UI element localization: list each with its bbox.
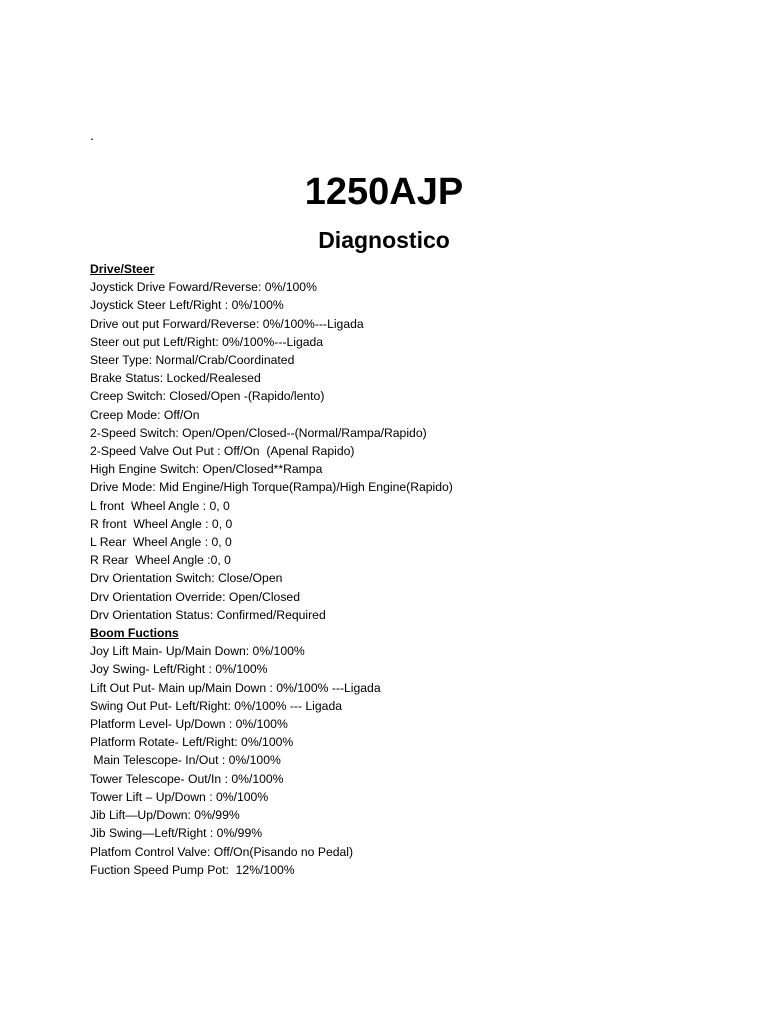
- list-item: R front Wheel Angle : 0, 0: [90, 516, 233, 531]
- list-item: Drive out put Forward/Reverse: 0%/100%---Ligada: [90, 316, 364, 331]
- list-item: Steer out put Left/Right: 0%/100%---Ligada: [90, 334, 324, 349]
- diagnostics-content: [90, 260, 730, 879]
- list-item: Tower Telescope- Out/In : 0%/100%: [90, 771, 284, 786]
- list-item: Platform Level- Up/Down : 0%/100%: [90, 717, 288, 732]
- list-item: Brake Status: Locked/Realesed: [90, 371, 261, 386]
- list-item: Jib Swing—Left/Right : 0%/99%: [90, 826, 263, 841]
- list-item: 2-Speed Valve Out Put : Off/On (Apenal Rapido): [90, 444, 355, 459]
- list-item: Drv Orientation Switch: Close/Open: [90, 571, 283, 586]
- list-item: L front Wheel Angle : 0, 0: [90, 498, 230, 513]
- list-item: R Rear Wheel Angle :0, 0: [90, 553, 231, 568]
- list-item: Joystick Drive Foward/Reverse: 0%/100%: [90, 280, 317, 295]
- list-item: L Rear Wheel Angle : 0, 0: [90, 535, 232, 550]
- list-item: Drv Orientation Override: Open/Closed: [90, 589, 300, 604]
- list-item: Platform Rotate- Left/Right: 0%/100%: [90, 735, 294, 750]
- section-heading-drive-steer: Drive/Steer: [90, 262, 155, 276]
- page-subtitle: Diagnostico: [318, 227, 450, 253]
- page-title: 1250AJP: [304, 171, 464, 213]
- list-item: Steer Type: Normal/Crab/Coordinated: [90, 353, 295, 368]
- list-item: Tower Lift – Up/Down : 0%/100%: [90, 789, 269, 804]
- list-item: Creep Switch: Closed/Open -(Rapido/lento): [90, 389, 325, 404]
- list-item: Joy Lift Main- Up/Main Down: 0%/100%: [90, 644, 305, 659]
- stray-dot: .: [90, 127, 94, 143]
- list-item: Main Telescope- In/Out : 0%/100%: [90, 753, 281, 768]
- list-item: 2-Speed Switch: Open/Open/Closed--(Normal/Rampa/Rapido): [90, 425, 427, 440]
- list-item: Drv Orientation Status: Confirmed/Required: [90, 607, 326, 622]
- list-item: Lift Out Put- Main up/Main Down : 0%/100% ---Ligada: [90, 680, 381, 695]
- list-item: High Engine Switch: Open/Closed**Rampa: [90, 462, 323, 477]
- list-item: Joy Swing- Left/Right : 0%/100%: [90, 662, 268, 677]
- list-item: Fuction Speed Pump Pot: 12%/100%: [90, 862, 295, 877]
- section-heading-boom-functions: Boom Fuctions: [90, 626, 179, 641]
- list-item: Platfom Control Valve: Off/On(Pisando no Pedal): [90, 844, 354, 859]
- list-item: Jib Lift—Up/Down: 0%/99%: [90, 808, 240, 823]
- list-item: Swing Out Put- Left/Right: 0%/100% --- Ligada: [90, 698, 343, 713]
- list-item: Joystick Steer Left/Right : 0%/100%: [90, 298, 284, 313]
- list-item: Drive Mode: Mid Engine/High Torque(Rampa)/High Engine(Rapido): [90, 480, 453, 495]
- list-item: Creep Mode: Off/On: [90, 407, 200, 422]
